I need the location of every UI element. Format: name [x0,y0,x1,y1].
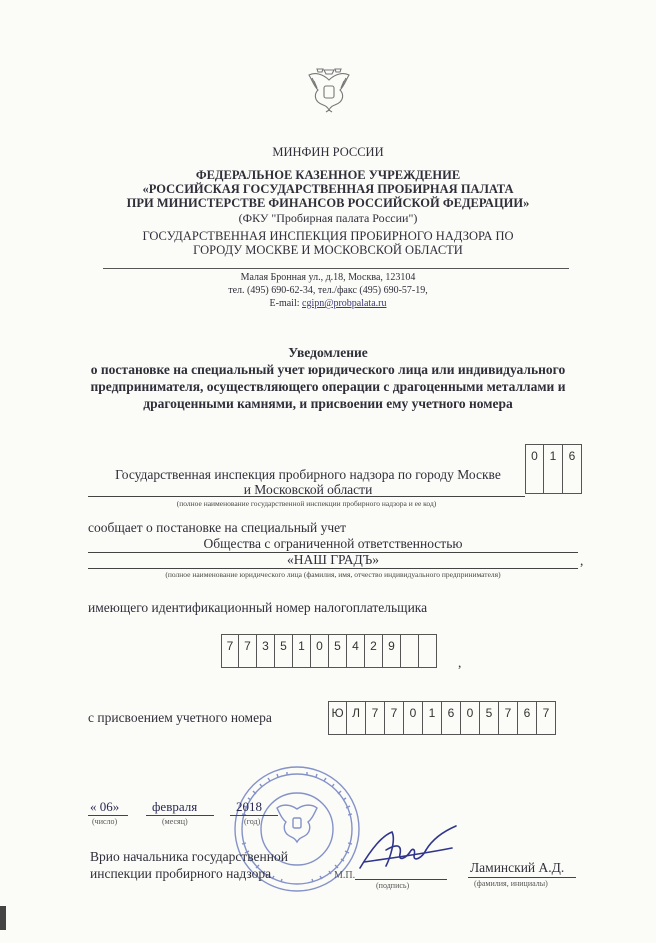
signatory-position-line1: Врио начальника государственной [90,849,288,864]
date-month-caption: (месяц) [162,817,188,826]
title-subtitle: о постановке на специальный учет юридического лица или индивидуального предпринимателя, осуществляющего операции с драгоценными металлами и драгоценными камнями, и присвоении ему учетного номера [90,362,566,411]
institution-name: ФЕДЕРАЛЬНОЕ КАЗЕННОЕ УЧРЕЖДЕНИЕ «РОССИЙСКАЯ ГОСУДАРСТВЕННАЯ ПРОБИРНАЯ ПАЛАТА ПРИ МИНИСТЕРСТВЕ ФИНАНСОВ РОССИЙСКОЙ ФЕДЕРАЦИИ» [126,168,530,210]
account-number-grid [328,701,556,735]
address-block: Малая Бронная ул., д.18, Москва, 123104 тел. (495) 690-62-34, тел./факс (495) 690-57-19, E-mail: cgipn@probpalata.ru [228,272,428,309]
inspection-caption: (полное наименование государственной инспекции пробирного надзора и ее код) [176,499,437,508]
account-number-cell: 5 [480,701,499,735]
inn-digit-cell: 1 [293,634,311,668]
signature-caption: (подпись) [376,881,410,890]
inn-digit-cell: 3 [257,634,275,668]
account-number-cell: 0 [461,701,480,735]
ministry-name: МИНФИН РОССИИ [272,145,384,159]
inn-comma: , [458,655,462,670]
coat-of-arms-emblem [306,66,352,116]
date-year-caption: (год) [244,817,261,826]
account-number-cell: 7 [499,701,518,735]
registration-text: сообщает о постановке на специальный учет [88,520,347,535]
account-number-cell: 1 [423,701,442,735]
entity-underline-2 [88,568,578,569]
inn-digit-cell [419,634,437,668]
inn-digit-cell: 9 [383,634,401,668]
document-title [0,344,656,412]
date-year: 2018 [236,799,262,814]
signatory-name: Ламинский А.Д. [470,860,565,875]
inspection-code-grid [525,444,582,494]
signatory-name-underline [468,877,576,878]
entity-caption: (полное наименование юридического лица (фамилия, имя, отчество индивидуального предпринимателя) [165,570,501,579]
inn-digit-cell: 5 [275,634,293,668]
date-day: « 06» [90,799,120,814]
account-label: с присвоением учетного номера [88,710,272,725]
inn-digit-cell: 7 [239,634,257,668]
date-day-caption: (число) [92,817,118,826]
inn-digit-cell [401,634,419,668]
signatory-name-caption: (фамилия, инициалы) [474,879,548,888]
entity-name-line2: «НАШ ГРАДЪ» [286,552,380,567]
account-number-cell: 7 [385,701,404,735]
account-number-cell: 7 [537,701,556,735]
title-heading: Уведомление [288,345,368,360]
inspection-name: Государственная инспекция пробирного надзора по городу Москве и Московской области [115,467,501,497]
institution-short-name: (ФКУ "Пробирная палата России") [238,211,418,225]
inn-digit-cell: 4 [347,634,365,668]
inn-label: имеющего идентификационный номер налогоплательщика [88,600,428,615]
inn-grid [221,634,437,668]
account-number-cell: Ю [328,701,347,735]
date-month: февраля [152,799,198,814]
binder-edge-mark [0,906,6,930]
inn-digit-cell: 7 [221,634,239,668]
date-year-underline [230,815,278,816]
inspection-code-cell: 1 [544,444,563,494]
email-link[interactable]: cgipn@probpalata.ru [302,298,387,309]
inn-digit-cell: 2 [365,634,383,668]
signatory-position-line2: инспекции пробирного надзора [90,866,272,881]
inspection-name-header: ГОСУДАРСТВЕННАЯ ИНСПЕКЦИЯ ПРОБИРНОГО НАДЗОРА ПО ГОРОДУ МОСКВЕ И МОСКОВСКОЙ ОБЛАСТИ [142,229,514,257]
account-number-cell: Л [347,701,366,735]
seal-place-label: М.П. [334,870,356,881]
date-month-underline [146,815,214,816]
header-divider [103,268,569,269]
inn-digit-cell: 0 [311,634,329,668]
entity-comma: , [580,553,584,568]
signature-underline [355,879,447,880]
date-day-underline [88,815,128,816]
inspection-code-cell: 0 [525,444,544,494]
inn-digit-cell: 5 [329,634,347,668]
inspection-code-cell: 6 [563,444,582,494]
account-number-cell: 6 [518,701,537,735]
inspection-underline [88,496,525,497]
account-number-cell: 6 [442,701,461,735]
account-number-cell: 0 [404,701,423,735]
account-number-cell: 7 [366,701,385,735]
handwritten-signature [352,818,462,876]
entity-name-line1: Общества с ограниченной ответственностью [203,536,463,551]
